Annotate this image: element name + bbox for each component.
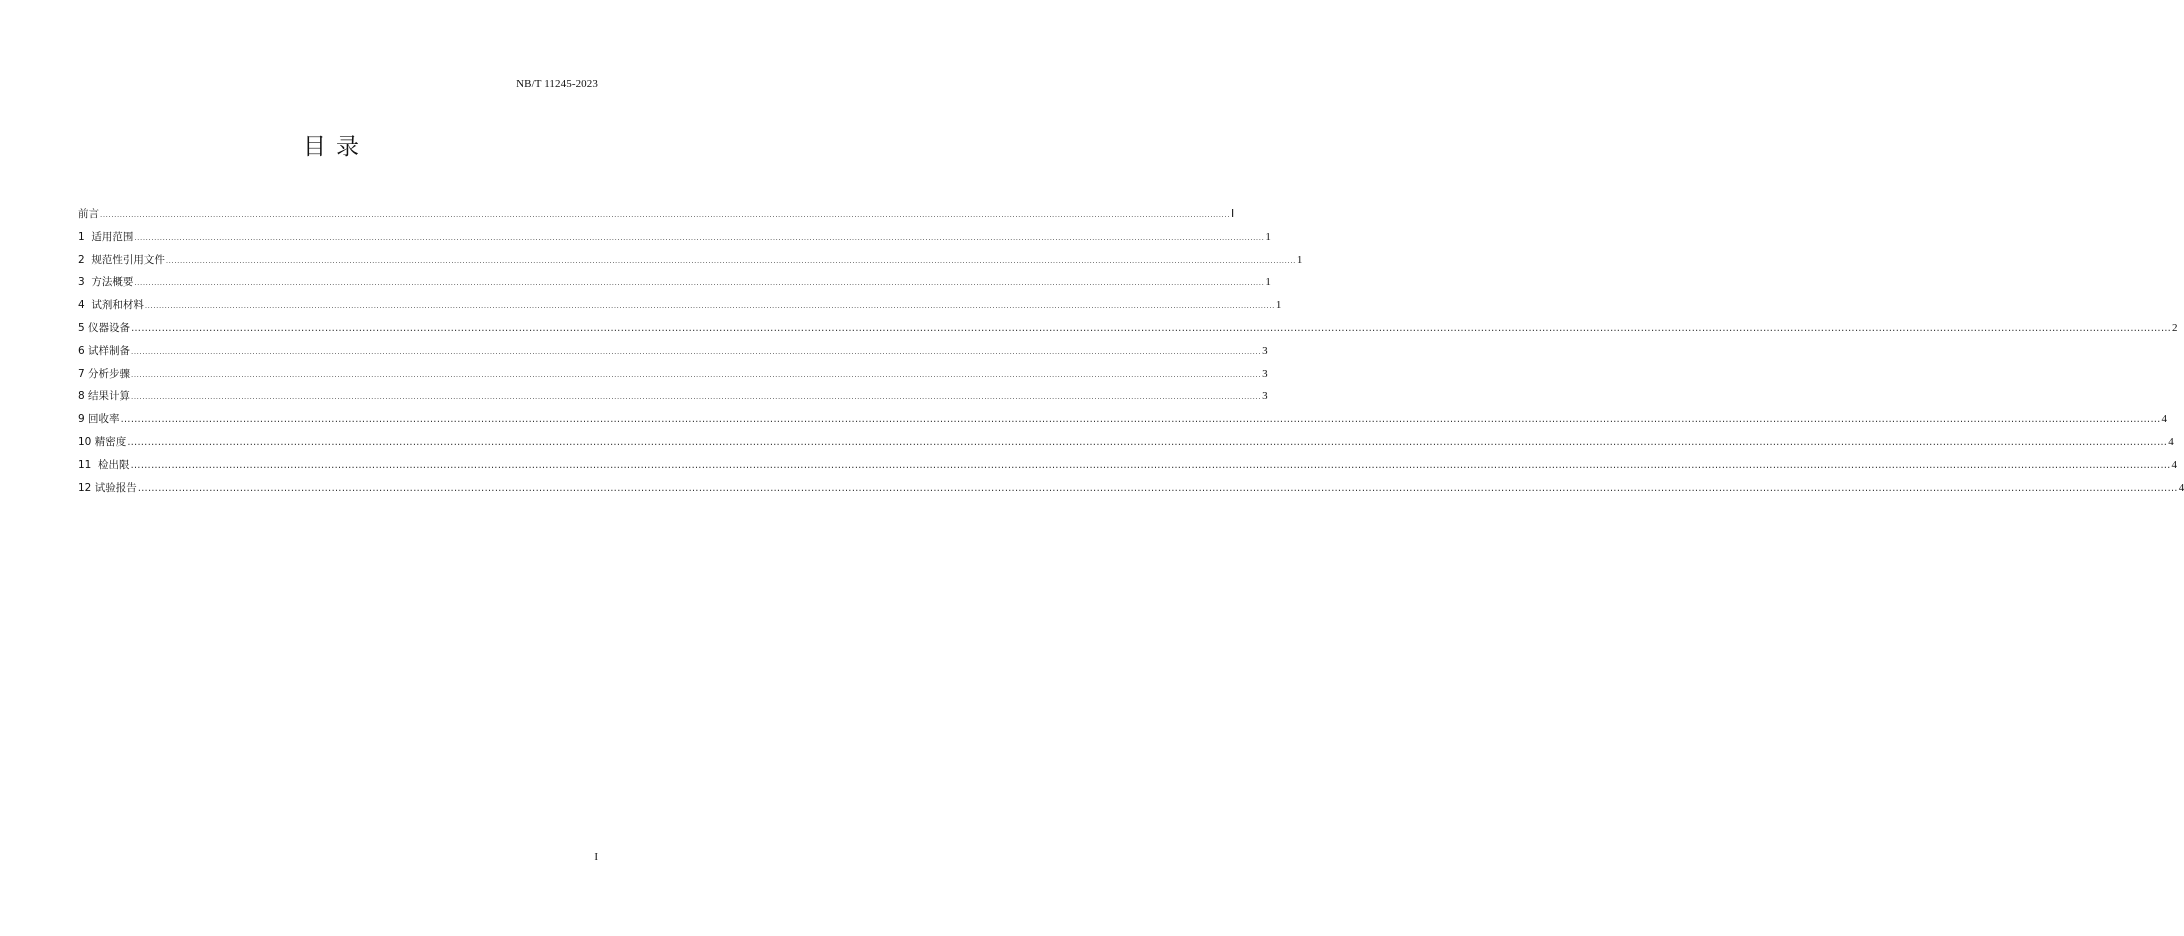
toc-entry-test-report[interactable]: [78, 480, 2184, 503]
toc-entry-precision[interactable]: [78, 434, 2174, 457]
page-title: 目录: [303, 134, 369, 160]
toc-entry-text: 8 结果计算: [78, 390, 131, 403]
toc-entry-page: 4: [2178, 481, 2184, 494]
toc-entry-text: 7 分析步骤: [78, 367, 131, 380]
toc-entry-recovery[interactable]: [78, 411, 2168, 434]
dot-leader: ................................................................................................................................................................................................................................................................................................................................................................................................................: [131, 347, 1262, 356]
dot-leader: ……………………………………………………………………………………………………………………………………………………………………………………………………………………………………………………………………………………………………………………………………………………………………………………………………………………………………………………………………………………………………………………………………………………: [120, 414, 2161, 426]
toc-entry-sample-preparation[interactable]: [78, 343, 1268, 366]
dot-leader: ................................................................................................................................................................................................................................................................................................................................................................................................................: [144, 302, 1275, 311]
toc-entry-page: 4: [2161, 413, 2168, 426]
toc-entry-page: 2: [2172, 321, 2178, 334]
toc-entry-page: 4: [2171, 458, 2178, 471]
table-of-contents: [78, 206, 2184, 502]
toc-entry-page: 1: [1265, 276, 1271, 289]
toc-entry-text: 2 规范性引用文件: [78, 253, 165, 266]
dot-leader: ……………………………………………………………………………………………………………………………………………………………………………………………………………………………………………………………………………………………………………………………………………………………………………………………………………………………………………………………………………………………………………………………………………………: [131, 322, 2172, 334]
toc-entry-text: 12 试验报告: [78, 481, 137, 494]
toc-entry-text: 前言: [78, 208, 99, 220]
dot-leader: ……………………………………………………………………………………………………………………………………………………………………………………………………………………………………………………………………………………………………………………………………………………………………………………………………………………………………………………………………………………………………………………………………………………: [130, 459, 2171, 471]
toc-entry-page: 1: [1275, 299, 1282, 312]
toc-entry-foreword[interactable]: [78, 206, 1235, 229]
dot-leader: ……………………………………………………………………………………………………………………………………………………………………………………………………………………………………………………………………………………………………………………………………………………………………………………………………………………………………………………………………………………………………………………………………………………: [137, 482, 2178, 494]
toc-entry-text: 11 检出限: [78, 458, 130, 471]
toc-entry-normative-references[interactable]: [78, 252, 1303, 275]
toc-entry-text: 1 适用范围: [78, 230, 134, 243]
toc-entry-apparatus[interactable]: [78, 320, 2178, 343]
toc-entry-page: 3: [1262, 367, 1268, 380]
document-code: NB/T 11245-2023: [516, 78, 598, 90]
toc-entry-page: 4: [2168, 435, 2174, 448]
dot-leader: ................................................................................................................................................................................................................................................................................................................................................................................................................: [100, 211, 1231, 219]
toc-entry-detection-limit[interactable]: [78, 457, 2178, 480]
toc-entry-procedure[interactable]: [78, 366, 1268, 389]
toc-entry-text: 9 回收率: [78, 413, 120, 426]
toc-entry-text: 5 仪器设备: [78, 321, 131, 334]
toc-entry-page: Ⅰ: [1231, 208, 1235, 220]
dot-leader: ................................................................................................................................................................................................................................................................................................................................................................................................................: [131, 393, 1262, 402]
toc-entry-text: 4 试剂和材料: [78, 299, 144, 312]
dot-leader: ................................................................................................................................................................................................................................................................................................................................................................................................................: [134, 279, 1265, 288]
toc-entry-text: 3 方法概要: [78, 276, 134, 289]
toc-entry-text: 6 试样制备: [78, 344, 131, 357]
toc-entry-page: 1: [1296, 253, 1303, 266]
dot-leader: ……………………………………………………………………………………………………………………………………………………………………………………………………………………………………………………………………………………………………………………………………………………………………………………………………………………………………………………………………………………………………………………………………………………: [127, 436, 2168, 448]
toc-entry-method-summary[interactable]: [78, 274, 1271, 297]
toc-entry-text: 10 精密度: [78, 435, 127, 448]
dot-leader: ................................................................................................................................................................................................................................................................................................................................................................................................................: [131, 370, 1262, 379]
dot-leader: ................................................................................................................................................................................................................................................................................................................................................................................................................: [165, 256, 1296, 265]
dot-leader: ................................................................................................................................................................................................................................................................................................................................................................................................................: [134, 233, 1265, 242]
toc-entry-page: 1: [1265, 230, 1271, 243]
toc-entry-page: 3: [1262, 390, 1268, 403]
toc-entry-page: 3: [1262, 344, 1268, 357]
toc-entry-calculation[interactable]: [78, 388, 1268, 411]
toc-entry-reagents[interactable]: [78, 297, 1282, 320]
toc-entry-scope[interactable]: [78, 229, 1271, 252]
page-number: I: [594, 851, 598, 863]
